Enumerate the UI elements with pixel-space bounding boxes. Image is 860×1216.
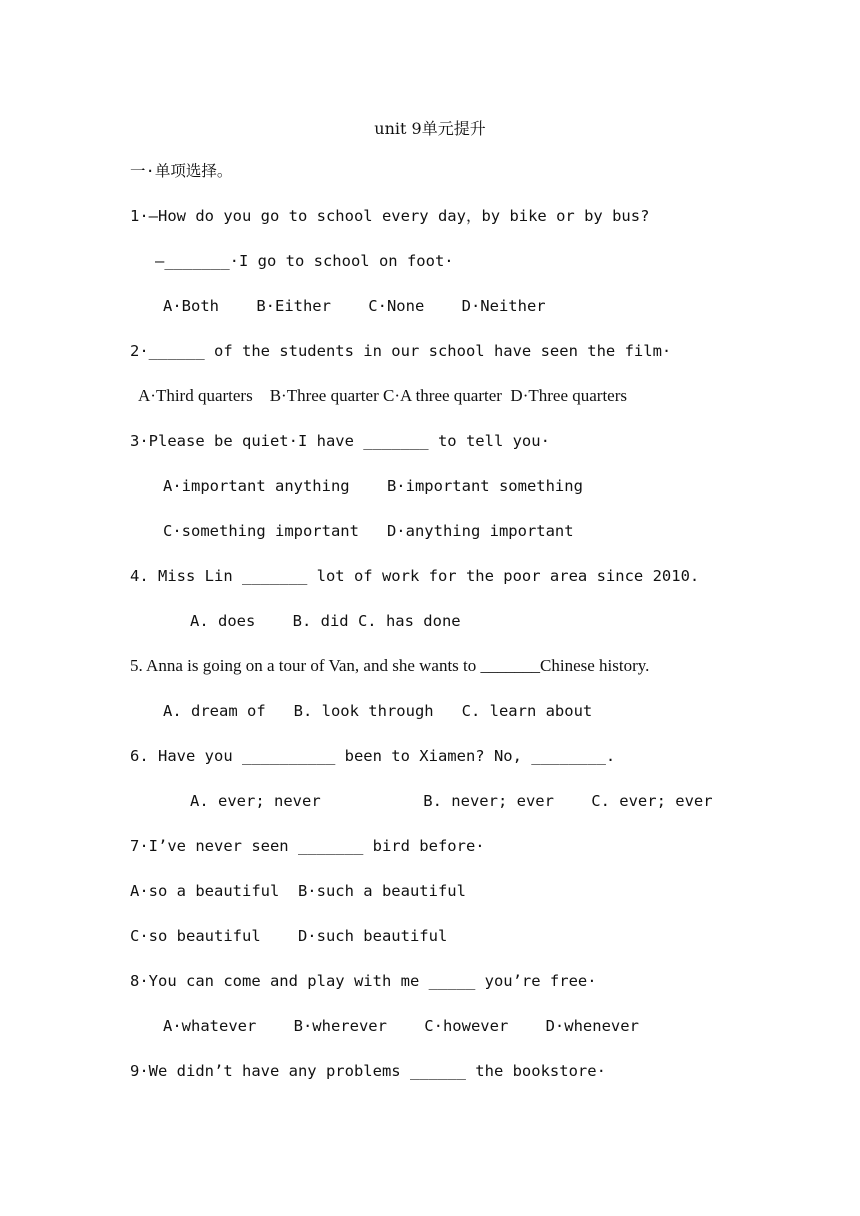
page-title: unit 9单元提升	[374, 119, 486, 138]
section-heading: 一·单项选择。	[130, 162, 233, 180]
question-9: 9·We didn’t have any problems ______ the bookstore·	[130, 1062, 606, 1080]
question-3-options-cd: C·something important D·anything important	[163, 522, 574, 540]
question-4-options: A. does B. did C. has done	[190, 612, 461, 630]
question-6: 6. Have you __________ been to Xiamen? No, ________.	[130, 747, 616, 765]
question-7-options-ab: A·so a beautiful B·such a beautiful	[130, 882, 466, 900]
question-6-options: A. ever; never B. never; ever C. ever; ever	[190, 792, 713, 810]
question-3: 3·Please be quiet·I have _______ to tell you·	[130, 432, 550, 450]
question-7-options-cd: C·so beautiful D·such beautiful	[130, 927, 448, 945]
question-8: 8·You can come and play with me _____ you’re free·	[130, 972, 597, 990]
question-7: 7·I’ve never seen _______ bird before·	[130, 837, 485, 855]
question-2: 2·______ of the students in our school have seen the film·	[130, 342, 672, 360]
question-1-answer-line: —_______·I go to school on foot·	[155, 252, 454, 270]
question-1: 1·—How do you go to school every day，by bike or by bus?	[130, 207, 650, 225]
question-5-options: A. dream of B. look through C. learn about	[163, 702, 593, 720]
question-3-options-ab: A·important anything B·important something	[163, 477, 583, 495]
question-2-options: A·Third quarters B·Three quarter C·A three quarter D·Three quarters	[138, 386, 628, 405]
question-4: 4. Miss Lin _______ lot of work for the poor area since 2010.	[130, 567, 700, 585]
question-8-options: A·whatever B·wherever C·however D·whenever	[163, 1017, 639, 1035]
question-1-options: A·Both B·Either C·None D·Neither	[163, 297, 546, 315]
question-5: 5. Anna is going on a tour of Van, and she wants to _______Chinese history.	[130, 656, 650, 675]
